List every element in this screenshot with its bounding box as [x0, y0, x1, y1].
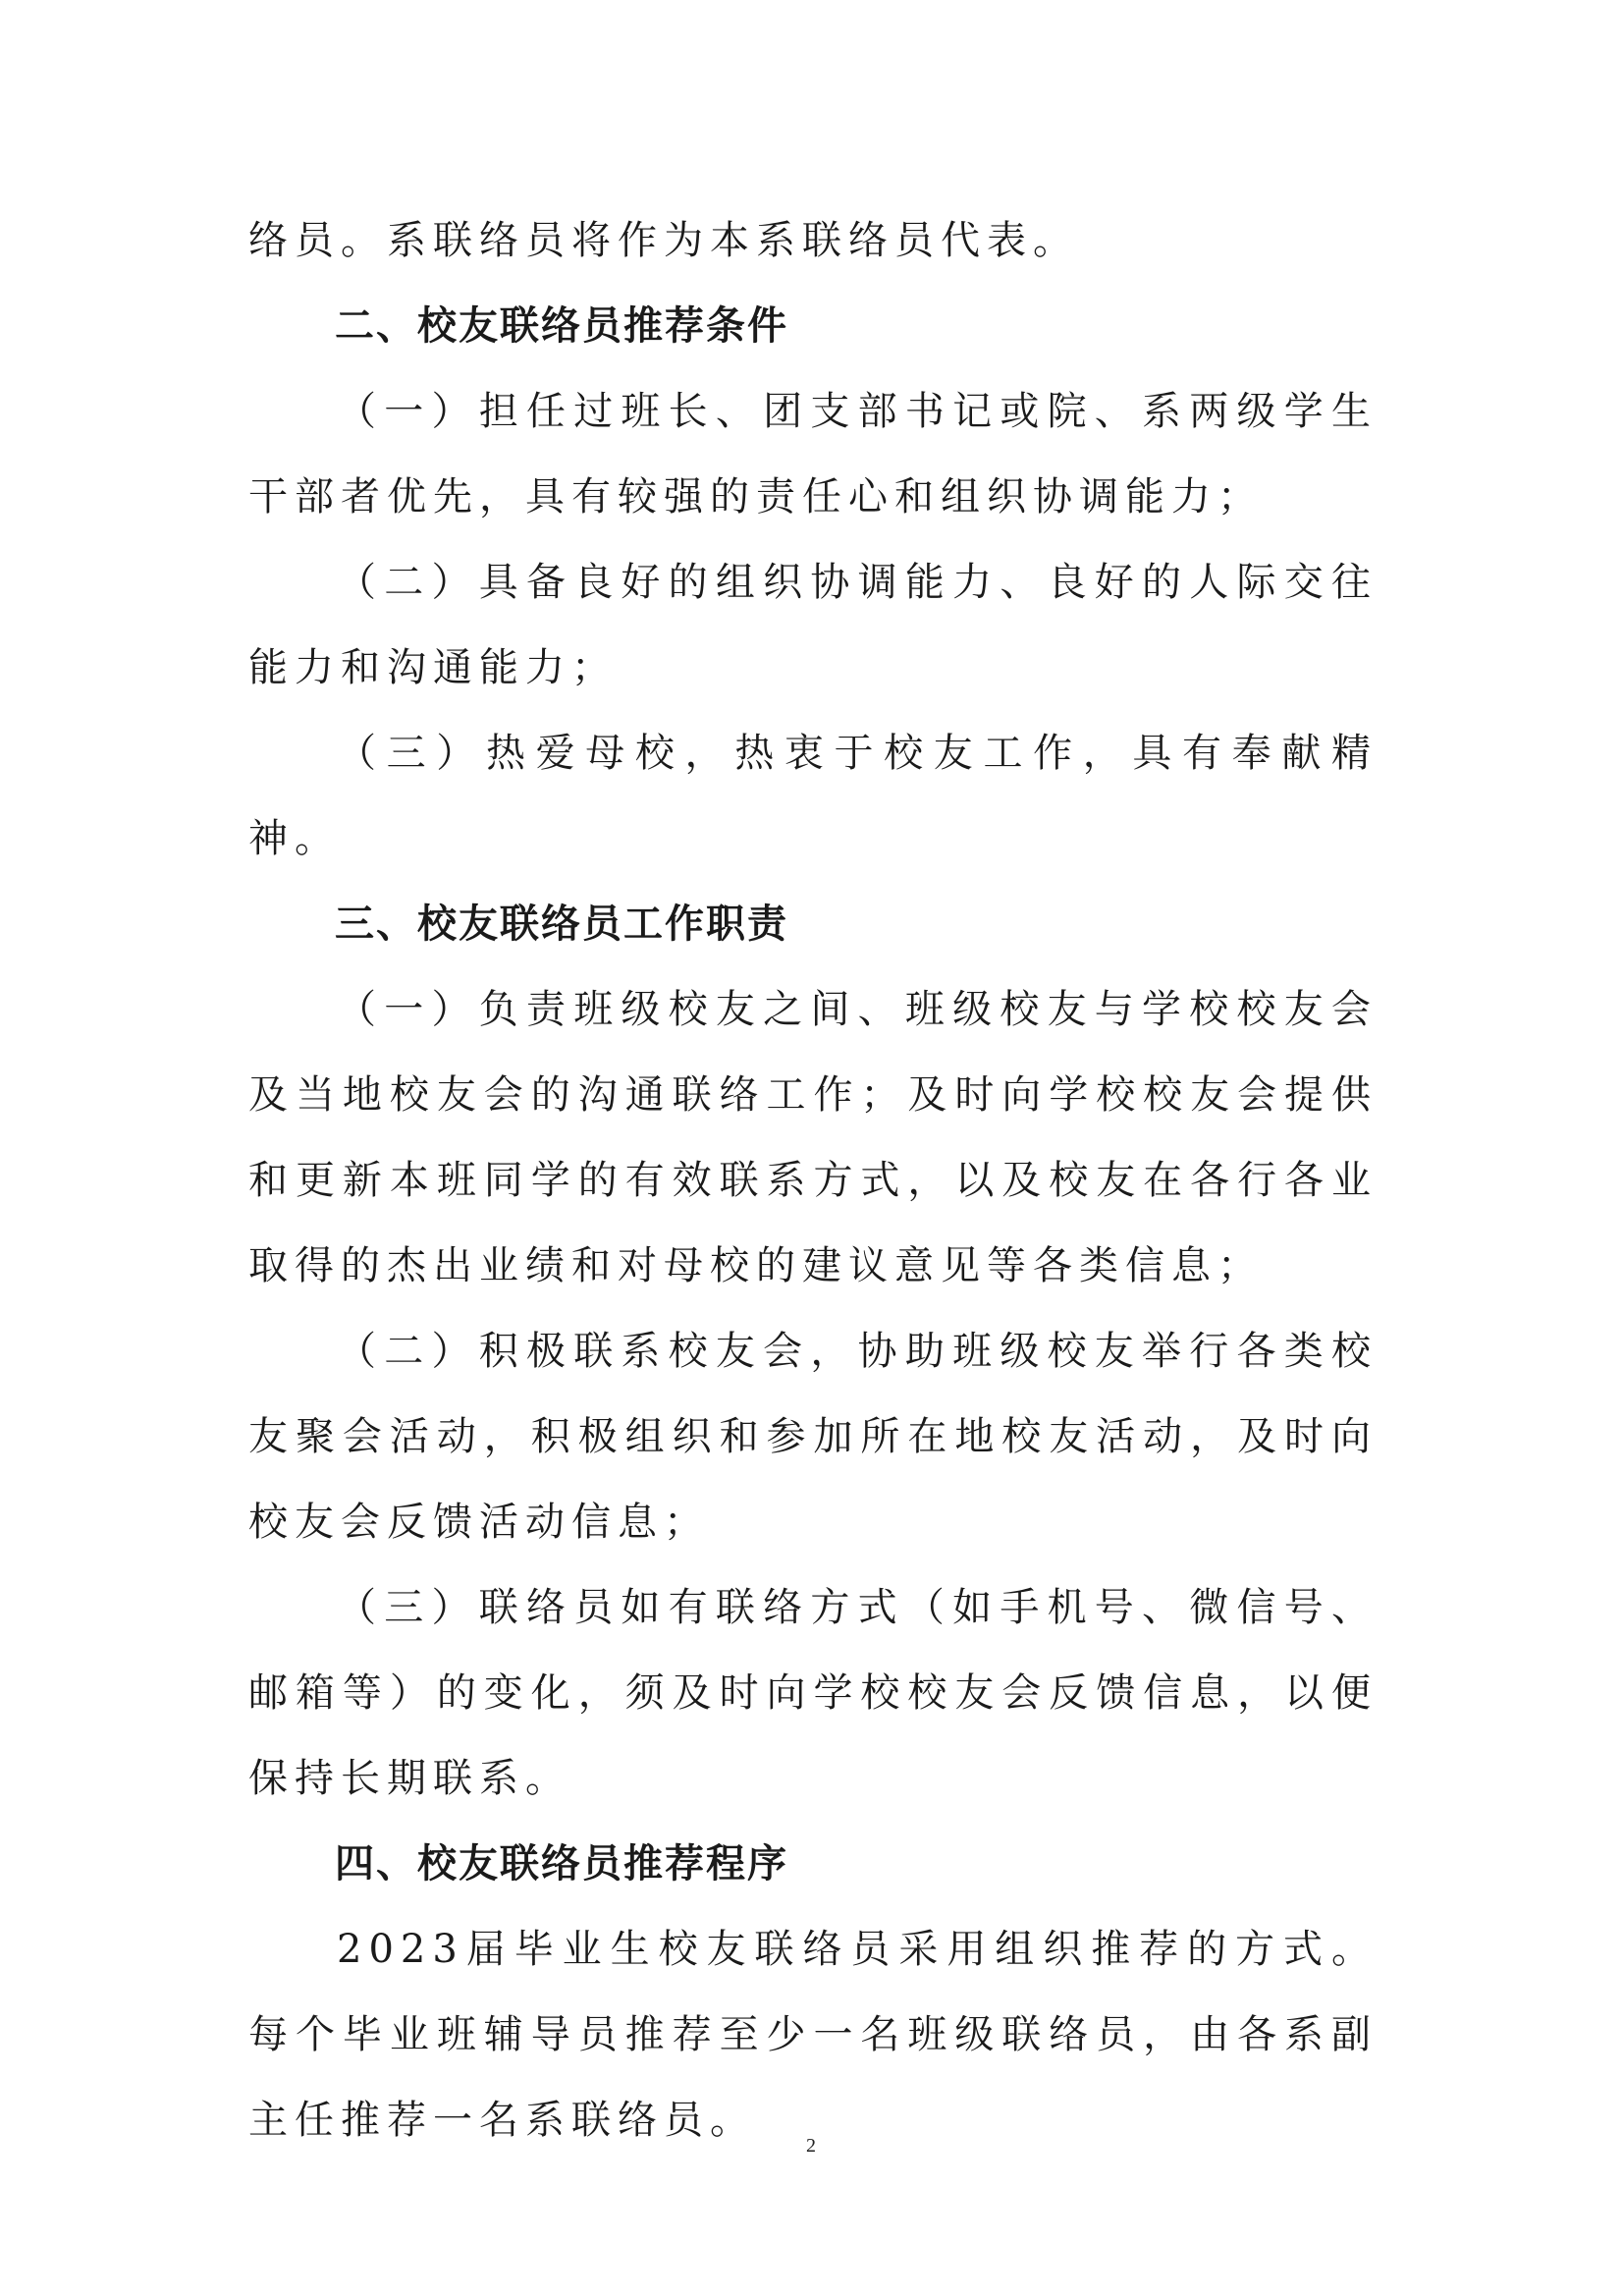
- paragraph-3-1: （一）负责班级校友之间、班级校友与学校校友会及当地校友会的沟通联络工作；及时向学校校友会提供和更新本班同学的有效联系方式，以及校友在各行各业取得的杰出业绩和对母校的建议意见等各类信息；: [248, 987, 1378, 1288]
- body-text: [248, 198, 1378, 2163]
- heading-section-2: 二、校友联络员推荐条件: [335, 303, 788, 349]
- paragraph-4-1: 2023届毕业生校友联络员采用组织推荐的方式。每个毕业班辅导员推荐至少一名班级联络员，由各系副主任推荐一名系联络员。: [248, 1927, 1378, 2143]
- paragraph-intro-continuation: 络员。系联络员将作为本系联络员代表。: [248, 218, 1079, 263]
- paragraph-2-2: （二）具备良好的组织协调能力、良好的人际交往能力和沟通能力；: [248, 560, 1378, 690]
- paragraph-3-3: （三）联络员如有联络方式（如手机号、微信号、邮箱等）的变化，须及时向学校校友会反馈信息，以便保持长期联系。: [248, 1585, 1378, 1801]
- heading-section-3: 三、校友联络员工作职责: [335, 902, 788, 947]
- paragraph-2-1: （一）担任过班长、团支部书记或院、系两级学生干部者优先，具有较强的责任心和组织协调能力；: [248, 389, 1378, 519]
- paragraph-2-3: （三）热爱母校，热衷于校友工作，具有奉献精神。: [248, 731, 1378, 861]
- paragraph-3-2: （二）积极联系校友会，协助班级校友举行各类校友聚会活动，积极组织和参加所在地校友活动，及时向校友会反馈活动信息；: [248, 1329, 1378, 1545]
- page-number: 2: [806, 2135, 816, 2157]
- heading-section-4: 四、校友联络员推荐程序: [335, 1841, 788, 1886]
